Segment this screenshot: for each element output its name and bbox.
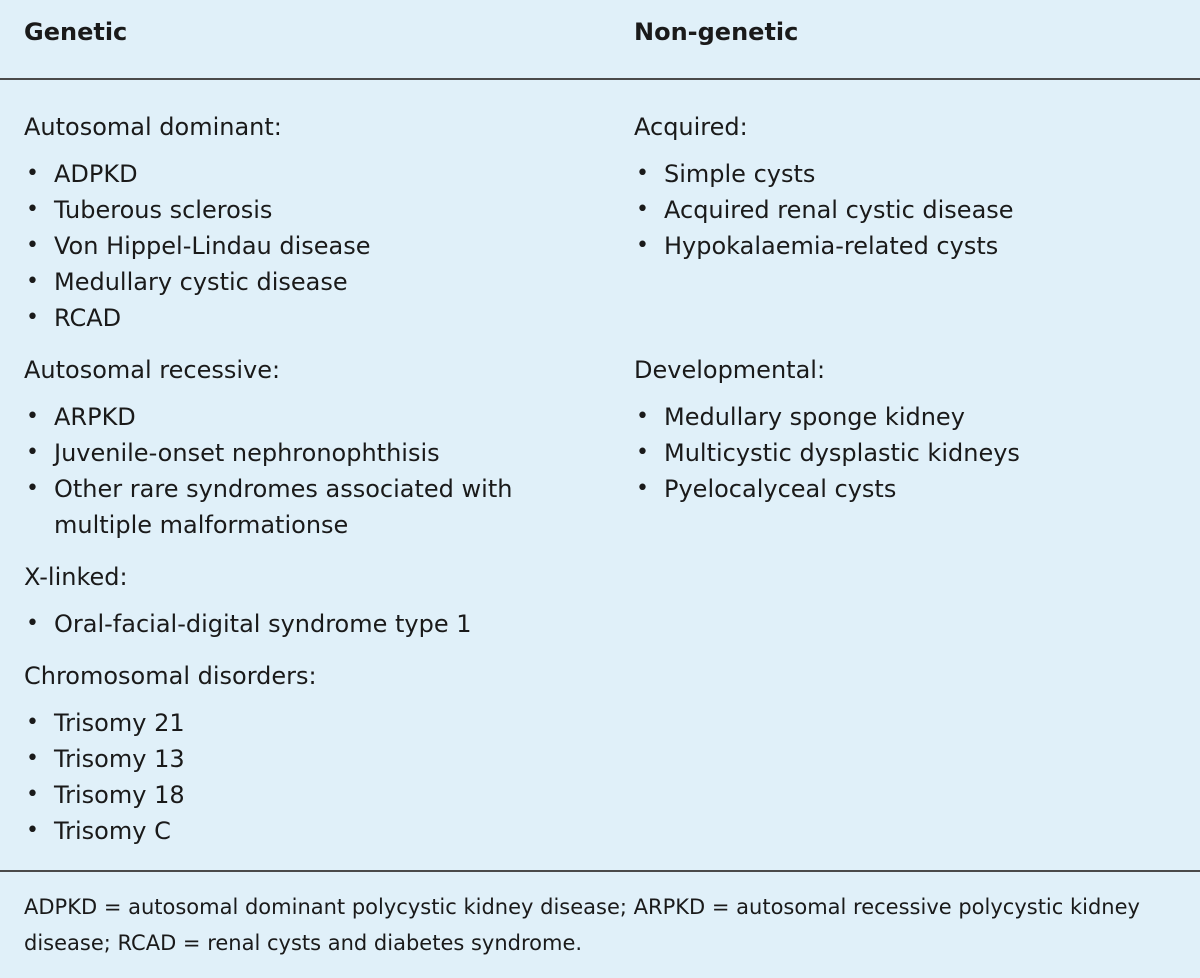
group-heading: Chromosomal disorders: [24, 662, 317, 690]
table-header-row [0, 0, 1200, 80]
group-list [634, 399, 1174, 507]
list-item [24, 777, 604, 813]
list-item-text: Multicystic dysplastic kidneys [664, 439, 1020, 467]
footnote: ADPKD = autosomal dominant polycystic kidney disease; ARPKD = autosomal recessive polycystic kidney disease; RCAD = renal cysts and diabetes syndrome. [24, 895, 1140, 955]
genetic-column [24, 112, 604, 868]
list-item-text: ARPKD [54, 403, 136, 431]
list-item-text: Oral-facial-digital syndrome type 1 [54, 610, 472, 638]
list-item-text: Hypokalaemia-related cysts [664, 232, 999, 260]
group [24, 112, 604, 336]
bullet-icon: • [26, 611, 39, 636]
list-item [24, 606, 604, 642]
list-item-text: Trisomy 18 [54, 781, 185, 809]
bullet-icon: • [26, 233, 39, 258]
list-item [634, 399, 1174, 435]
group-list [24, 606, 604, 642]
list-item-text: RCAD [54, 304, 122, 332]
group-list [24, 705, 604, 849]
bullet-icon: • [26, 440, 39, 465]
list-item-text: Simple cysts [664, 160, 816, 188]
list-item-text: Pyelocalyceal cysts [664, 475, 897, 503]
list-item [24, 813, 604, 849]
list-item-text: Trisomy 21 [54, 709, 185, 737]
list-item-text: ADPKD [54, 160, 138, 188]
list-item-text: Juvenile-onset nephronophthisis [54, 439, 440, 467]
bullet-icon: • [26, 746, 39, 771]
list-item-text: Other rare syndromes associated with multiple malformationse [54, 475, 513, 539]
bullet-icon: • [636, 197, 649, 222]
bullet-icon: • [636, 476, 649, 501]
bullet-icon: • [636, 440, 649, 465]
list-item-text: Von Hippel-Lindau disease [54, 232, 371, 260]
group [24, 562, 604, 642]
group-heading: Autosomal recessive: [24, 356, 281, 384]
list-item [634, 192, 1174, 228]
list-item [24, 156, 604, 192]
bullet-icon: • [26, 305, 39, 330]
list-item [634, 471, 1174, 507]
bullet-icon: • [26, 476, 39, 501]
bullet-icon: • [26, 269, 39, 294]
list-item [634, 156, 1174, 192]
list-item-text: Trisomy C [54, 817, 171, 845]
group-heading: X-linked: [24, 563, 128, 591]
list-item [634, 228, 1174, 264]
list-item-text: Acquired renal cystic disease [664, 196, 1014, 224]
list-item [24, 264, 604, 300]
group [24, 355, 604, 543]
bullet-icon: • [636, 161, 649, 186]
list-item [24, 300, 604, 336]
group-list [634, 156, 1174, 264]
header-nongenetic: Non-genetic [634, 18, 799, 46]
list-item [24, 192, 604, 228]
list-item [24, 741, 604, 777]
bullet-icon: • [636, 404, 649, 429]
nongenetic-column [634, 112, 1174, 526]
bullet-icon: • [26, 161, 39, 186]
list-item-text: Medullary sponge kidney [664, 403, 965, 431]
group [24, 661, 604, 849]
list-item [24, 705, 604, 741]
group-list [24, 399, 604, 543]
list-item [24, 435, 604, 471]
list-item [634, 435, 1174, 471]
group-list [24, 156, 604, 336]
list-item-text: Medullary cystic disease [54, 268, 348, 296]
bullet-icon: • [26, 782, 39, 807]
list-item [24, 399, 604, 435]
table-footer [0, 870, 1200, 978]
bullet-icon: • [26, 710, 39, 735]
group-heading: Developmental: [634, 356, 826, 384]
bullet-icon: • [636, 233, 649, 258]
list-item-text: Tuberous sclerosis [54, 196, 273, 224]
bullet-icon: • [26, 197, 39, 222]
group-heading: Acquired: [634, 113, 748, 141]
bullet-icon: • [26, 818, 39, 843]
list-item-text: Trisomy 13 [54, 745, 185, 773]
group-heading: Autosomal dominant: [24, 113, 282, 141]
bullet-icon: • [26, 404, 39, 429]
header-genetic: Genetic [24, 18, 128, 46]
group [634, 355, 1174, 507]
list-item [24, 471, 604, 543]
group [634, 112, 1174, 264]
list-item [24, 228, 604, 264]
